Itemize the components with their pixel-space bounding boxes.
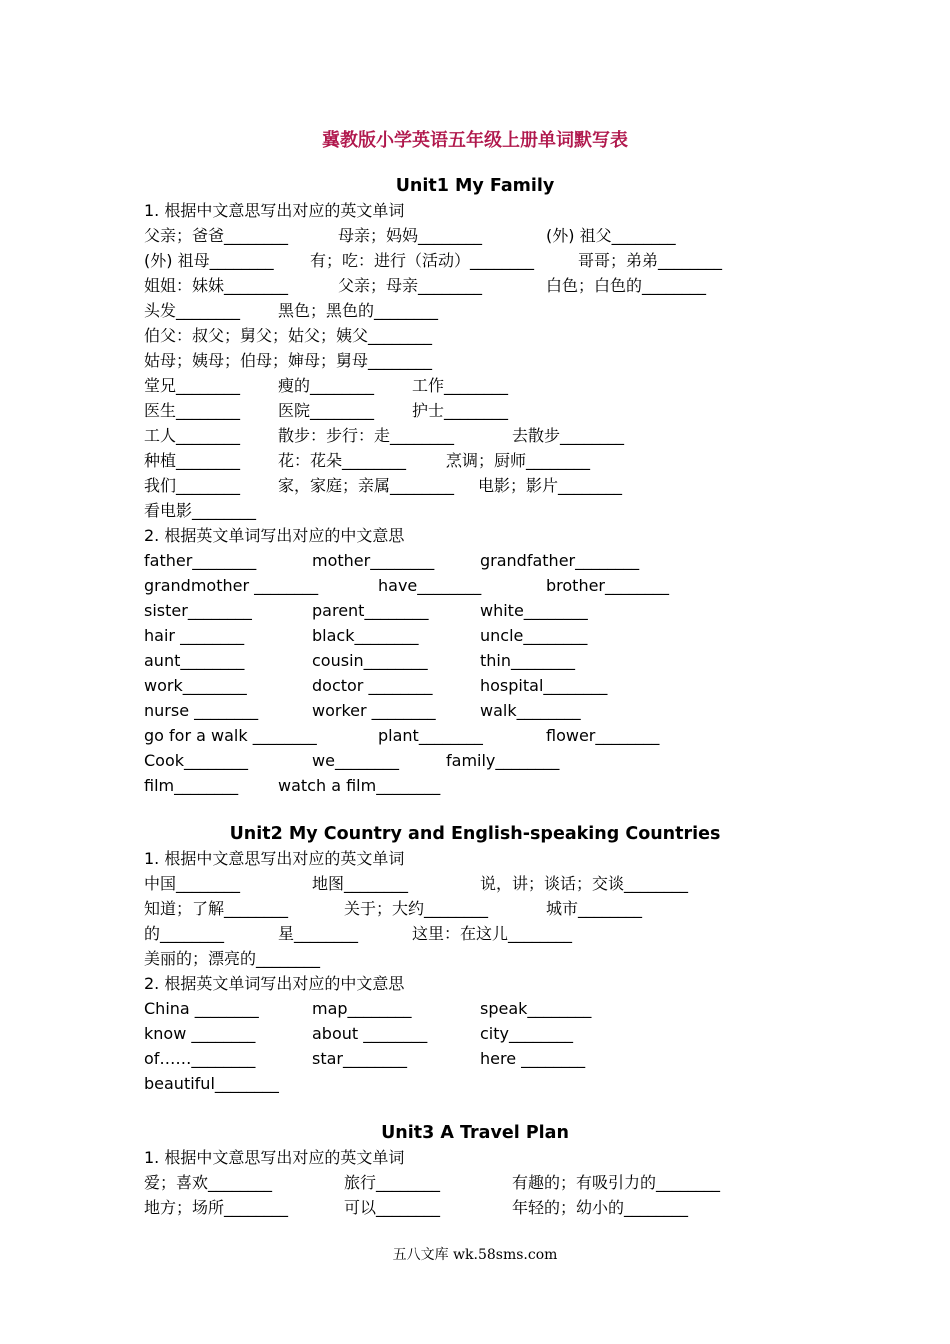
word-prompt: 母亲；妈妈: [338, 226, 419, 245]
word-prompt: beautiful: [144, 1074, 215, 1093]
word-prompt: 工人: [144, 426, 177, 445]
word-prompt: here: [480, 1049, 522, 1068]
en-to-cn-item: [312, 749, 399, 773]
answer-blank[interactable]: ________: [526, 451, 591, 470]
answer-blank[interactable]: ________: [543, 676, 608, 695]
cn-to-en-item: [278, 922, 358, 946]
en-to-cn-item: [144, 599, 252, 623]
cn-to-en-item: [144, 249, 274, 273]
cn-to-en-item: [512, 1196, 688, 1220]
word-prompt: mother: [312, 551, 371, 570]
answer-blank[interactable]: ________: [176, 451, 241, 470]
answer-blank[interactable]: ________: [184, 751, 249, 770]
cn-to-en-item: [278, 399, 374, 423]
answer-blank[interactable]: ________: [376, 1173, 441, 1192]
en-to-cn-item: [312, 674, 432, 698]
answer-blank[interactable]: ________: [176, 476, 241, 495]
answer-blank[interactable]: ________: [344, 874, 409, 893]
answer-blank[interactable]: ________: [368, 351, 433, 370]
answer-blank[interactable]: ________: [364, 601, 429, 620]
en-to-cn-item: [144, 724, 317, 748]
en-to-cn-item: [446, 749, 559, 773]
answer-blank[interactable]: ________: [252, 726, 317, 745]
word-prompt: 头发: [144, 301, 177, 320]
word-prompt: thin: [480, 651, 511, 670]
cn-to-en-item: [144, 1171, 272, 1195]
answer-blank[interactable]: ________: [354, 626, 419, 645]
en-to-cn-item: [144, 1047, 255, 1071]
answer-blank[interactable]: ________: [605, 576, 670, 595]
word-prompt: 有趣的；有吸引力的: [512, 1173, 657, 1192]
answer-blank[interactable]: ________: [176, 401, 241, 420]
section-heading-english-to-chinese: 2. 根据英文单词写出对应的中文意思: [144, 526, 405, 545]
cn-to-en-item: [144, 947, 320, 971]
cn-to-en-item: [144, 324, 432, 348]
cn-to-en-item: [412, 374, 508, 398]
word-prompt: 中国: [144, 874, 177, 893]
word-prompt: doctor: [312, 676, 369, 695]
answer-blank[interactable]: ________: [444, 376, 509, 395]
en-to-cn-item: [144, 1072, 279, 1096]
cn-to-en-item: [344, 1171, 440, 1195]
answer-blank[interactable]: ________: [508, 924, 573, 943]
answer-blank[interactable]: ________: [376, 1198, 441, 1217]
answer-blank[interactable]: ________: [224, 226, 289, 245]
word-prompt: 关于；大约: [344, 899, 425, 918]
answer-blank[interactable]: ________: [558, 476, 623, 495]
answer-blank[interactable]: ________: [658, 251, 723, 270]
footer-watermark: 五八文库 wk.58sms.com: [392, 1247, 558, 1263]
word-prompt: family: [446, 751, 496, 770]
word-prompt: city: [480, 1024, 509, 1043]
page-title: 冀教版小学英语五年级上册单词默写表: [322, 130, 628, 151]
answer-blank[interactable]: ________: [417, 576, 482, 595]
answer-blank[interactable]: ________: [310, 376, 375, 395]
word-prompt: 哥哥；弟弟: [578, 251, 659, 270]
word-prompt: 爱；喜欢: [144, 1173, 209, 1192]
en-to-cn-item: [312, 997, 412, 1021]
cn-to-en-item: [344, 897, 488, 921]
en-to-cn-item: [144, 997, 259, 1021]
word-prompt: 说，讲；谈话；交谈: [480, 874, 625, 893]
answer-blank[interactable]: ________: [160, 924, 225, 943]
word-prompt: we: [312, 751, 335, 770]
answer-blank[interactable]: ________: [176, 301, 241, 320]
answer-blank[interactable]: ________: [578, 899, 643, 918]
word-prompt: about: [312, 1024, 364, 1043]
word-prompt: 有；吃：进行（活动）: [310, 251, 471, 270]
word-prompt: 地图: [312, 874, 345, 893]
word-prompt: go for a walk: [144, 726, 253, 745]
word-prompt: 黑色；黑色的: [278, 301, 375, 320]
word-prompt: 瘦的: [278, 376, 311, 395]
word-prompt: 散步：步行：走: [278, 426, 391, 445]
word-prompt: watch a film: [278, 776, 377, 795]
word-prompt: nurse: [144, 701, 195, 720]
cn-to-en-item: [412, 399, 508, 423]
en-to-cn-item: [144, 574, 318, 598]
en-to-cn-item: [312, 599, 428, 623]
en-to-cn-item: [144, 649, 244, 673]
cn-to-en-item: [512, 424, 624, 448]
en-to-cn-item: [144, 749, 248, 773]
cn-to-en-item: [338, 274, 482, 298]
word-prompt: of……: [144, 1049, 192, 1068]
word-prompt: China: [144, 999, 195, 1018]
en-to-cn-item: [480, 549, 639, 573]
answer-blank[interactable]: ________: [390, 476, 455, 495]
cn-to-en-item: [344, 1196, 440, 1220]
cn-to-en-item: [480, 872, 688, 896]
answer-blank[interactable]: ________: [256, 949, 321, 968]
word-prompt: star: [312, 1049, 343, 1068]
answer-blank[interactable]: ________: [224, 1198, 289, 1217]
answer-blank[interactable]: ________: [560, 426, 625, 445]
cn-to-en-item: [512, 1171, 720, 1195]
answer-blank[interactable]: ________: [624, 1198, 689, 1217]
answer-blank[interactable]: ________: [368, 676, 433, 695]
cn-to-en-item: [144, 299, 240, 323]
word-prompt: (外) 祖父: [546, 226, 612, 245]
answer-blank[interactable]: ________: [374, 301, 439, 320]
word-prompt: 护士: [412, 401, 445, 420]
word-prompt: know: [144, 1024, 192, 1043]
section-heading-chinese-to-english: 1. 根据中文意思写出对应的英文单词: [144, 1148, 405, 1167]
answer-blank[interactable]: ________: [390, 426, 455, 445]
answer-blank[interactable]: ________: [370, 551, 435, 570]
en-to-cn-item: [312, 699, 436, 723]
word-prompt: 堂兄: [144, 376, 177, 395]
answer-blank[interactable]: ________: [191, 1049, 256, 1068]
answer-blank[interactable]: ________: [176, 376, 241, 395]
en-to-cn-item: [144, 774, 238, 798]
answer-blank[interactable]: ________: [495, 751, 560, 770]
answer-blank[interactable]: ________: [224, 276, 289, 295]
en-to-cn-item: [546, 574, 669, 598]
answer-blank[interactable]: ________: [418, 226, 483, 245]
word-prompt: 姐姐：妹妹: [144, 276, 225, 295]
en-to-cn-item: [480, 599, 588, 623]
en-to-cn-item: [312, 624, 418, 648]
en-to-cn-item: [480, 699, 581, 723]
word-prompt: 花：花朵: [278, 451, 343, 470]
word-prompt: aunt: [144, 651, 181, 670]
en-to-cn-item: [480, 997, 591, 1021]
word-prompt: 的: [144, 924, 161, 943]
cn-to-en-item: [310, 249, 534, 273]
en-to-cn-item: [278, 774, 440, 798]
word-prompt: 城市: [546, 899, 579, 918]
cn-to-en-item: [278, 374, 374, 398]
word-prompt: Cook: [144, 751, 185, 770]
word-prompt: 星: [278, 924, 295, 943]
answer-blank[interactable]: ________: [521, 1049, 586, 1068]
word-prompt: (外) 祖母: [144, 251, 210, 270]
word-prompt: 父亲；爸爸: [144, 226, 225, 245]
word-prompt: 烹调；厨师: [446, 451, 527, 470]
word-prompt: 美丽的；漂亮的: [144, 949, 257, 968]
answer-blank[interactable]: ________: [371, 701, 436, 720]
en-to-cn-item: [312, 1022, 427, 1046]
unit-title: Unit3 A Travel Plan: [381, 1123, 569, 1143]
en-to-cn-item: [480, 674, 607, 698]
answer-blank[interactable]: ________: [180, 626, 245, 645]
word-prompt: hair: [144, 626, 181, 645]
cn-to-en-item: [144, 399, 240, 423]
en-to-cn-item: [378, 574, 481, 598]
cn-to-en-item: [144, 274, 288, 298]
word-prompt: 医生: [144, 401, 177, 420]
cn-to-en-item: [144, 374, 240, 398]
word-prompt: grandmother: [144, 576, 255, 595]
cn-to-en-item: [478, 474, 622, 498]
answer-blank[interactable]: ________: [523, 626, 588, 645]
answer-blank[interactable]: ________: [642, 276, 707, 295]
word-prompt: 白色；白色的: [546, 276, 643, 295]
cn-to-en-item: [144, 499, 256, 523]
word-prompt: 种植: [144, 451, 177, 470]
cn-to-en-item: [338, 224, 482, 248]
cn-to-en-item: [144, 349, 432, 373]
word-prompt: cousin: [312, 651, 364, 670]
word-prompt: 工作: [412, 376, 445, 395]
word-prompt: 知道；了解: [144, 899, 225, 918]
answer-blank[interactable]: ________: [368, 326, 433, 345]
word-prompt: 可以: [344, 1198, 377, 1217]
section-heading-chinese-to-english: 1. 根据中文意思写出对应的英文单词: [144, 849, 405, 868]
word-prompt: flower: [546, 726, 596, 745]
cn-to-en-item: [144, 474, 240, 498]
word-prompt: grandfather: [480, 551, 576, 570]
cn-to-en-item: [412, 922, 572, 946]
word-prompt: 父亲；母亲: [338, 276, 419, 295]
word-prompt: hospital: [480, 676, 544, 695]
word-prompt: 我们: [144, 476, 177, 495]
word-prompt: 旅行: [344, 1173, 377, 1192]
word-prompt: map: [312, 999, 348, 1018]
answer-blank[interactable]: ________: [470, 251, 535, 270]
answer-blank[interactable]: ________: [209, 251, 274, 270]
en-to-cn-item: [312, 1047, 407, 1071]
en-to-cn-item: [480, 649, 575, 673]
cn-to-en-item: [144, 449, 240, 473]
answer-blank[interactable]: ________: [187, 601, 252, 620]
answer-blank[interactable]: ________: [363, 651, 428, 670]
answer-blank[interactable]: ________: [527, 999, 592, 1018]
answer-blank[interactable]: ________: [176, 426, 241, 445]
answer-blank[interactable]: ________: [174, 776, 239, 795]
answer-blank[interactable]: ________: [418, 726, 483, 745]
cn-to-en-item: [546, 274, 706, 298]
answer-blank[interactable]: ________: [376, 776, 441, 795]
answer-blank[interactable]: ________: [511, 651, 575, 670]
section-heading-english-to-chinese: 2. 根据英文单词写出对应的中文意思: [144, 974, 405, 993]
section-heading-chinese-to-english: 1. 根据中文意思写出对应的英文单词: [144, 201, 405, 220]
answer-blank[interactable]: ________: [294, 924, 359, 943]
answer-blank[interactable]: ________: [343, 1049, 407, 1068]
answer-blank[interactable]: ________: [182, 676, 247, 695]
en-to-cn-item: [312, 549, 434, 573]
word-prompt: speak: [480, 999, 528, 1018]
cn-to-en-item: [144, 424, 240, 448]
answer-blank[interactable]: ________: [523, 601, 588, 620]
cn-to-en-item: [144, 1196, 288, 1220]
answer-blank[interactable]: ________: [516, 701, 581, 720]
answer-blank[interactable]: ________: [508, 1024, 573, 1043]
en-to-cn-item: [144, 674, 247, 698]
en-to-cn-item: [144, 1022, 255, 1046]
word-prompt: have: [378, 576, 418, 595]
en-to-cn-item: [480, 1022, 573, 1046]
answer-blank[interactable]: ________: [611, 226, 676, 245]
answer-blank[interactable]: ________: [191, 1024, 256, 1043]
word-prompt: white: [480, 601, 524, 620]
answer-blank[interactable]: ________: [342, 451, 407, 470]
answer-blank[interactable]: ________: [224, 899, 289, 918]
word-prompt: 去散步: [512, 426, 561, 445]
word-prompt: 电影；影片: [478, 476, 559, 495]
word-prompt: 伯父：叔父；舅父；姑父；姨父: [144, 326, 369, 345]
answer-blank[interactable]: ________: [656, 1173, 721, 1192]
cn-to-en-item: [278, 474, 454, 498]
answer-blank[interactable]: ________: [424, 899, 489, 918]
answer-blank[interactable]: ________: [194, 701, 259, 720]
answer-blank[interactable]: ________: [624, 874, 689, 893]
cn-to-en-item: [278, 449, 406, 473]
word-prompt: 医院: [278, 401, 311, 420]
answer-blank[interactable]: ________: [180, 651, 245, 670]
unit-title: Unit1 My Family: [395, 176, 555, 196]
word-prompt: parent: [312, 601, 365, 620]
word-prompt: 地方；场所: [144, 1198, 225, 1217]
word-prompt: 姑母；姨母；伯母；婶母；舅母: [144, 351, 369, 370]
answer-blank[interactable]: ________: [595, 726, 660, 745]
cn-to-en-item: [278, 424, 454, 448]
cn-to-en-item: [278, 299, 438, 323]
word-prompt: 年轻的；幼小的: [512, 1198, 625, 1217]
answer-blank[interactable]: ________: [214, 1074, 279, 1093]
cn-to-en-item: [144, 224, 288, 248]
en-to-cn-item: [378, 724, 483, 748]
answer-blank[interactable]: ________: [194, 999, 259, 1018]
cn-to-en-item: [546, 897, 642, 921]
answer-blank[interactable]: ________: [363, 1024, 428, 1043]
word-prompt: walk: [480, 701, 517, 720]
unit-title: Unit2 My Country and English-speaking Countries: [229, 824, 721, 844]
answer-blank[interactable]: ________: [310, 401, 375, 420]
cn-to-en-item: [578, 249, 722, 273]
en-to-cn-item: [312, 649, 428, 673]
en-to-cn-item: [546, 724, 659, 748]
word-prompt: brother: [546, 576, 606, 595]
answer-blank[interactable]: ________: [192, 501, 257, 520]
cn-to-en-item: [144, 872, 240, 896]
cn-to-en-item: [546, 224, 676, 248]
word-prompt: work: [144, 676, 183, 695]
word-prompt: 家，家庭；亲属: [278, 476, 391, 495]
answer-blank[interactable]: ________: [347, 999, 412, 1018]
en-to-cn-item: [480, 624, 587, 648]
cn-to-en-item: [144, 897, 288, 921]
cn-to-en-item: [446, 449, 590, 473]
word-prompt: plant: [378, 726, 419, 745]
answer-blank[interactable]: ________: [444, 401, 509, 420]
answer-blank[interactable]: ________: [575, 551, 640, 570]
en-to-cn-item: [480, 1047, 585, 1071]
word-prompt: 这里：在这儿: [412, 924, 509, 943]
answer-blank[interactable]: ________: [208, 1173, 273, 1192]
answer-blank[interactable]: ________: [176, 874, 241, 893]
word-prompt: black: [312, 626, 355, 645]
cn-to-en-item: [312, 872, 408, 896]
en-to-cn-item: [144, 549, 256, 573]
word-prompt: film: [144, 776, 175, 795]
answer-blank[interactable]: ________: [418, 276, 483, 295]
answer-blank[interactable]: ________: [192, 551, 257, 570]
answer-blank[interactable]: ________: [254, 576, 319, 595]
word-prompt: father: [144, 551, 193, 570]
word-prompt: sister: [144, 601, 188, 620]
answer-blank[interactable]: ________: [334, 751, 399, 770]
word-prompt: worker: [312, 701, 372, 720]
word-prompt: uncle: [480, 626, 524, 645]
cn-to-en-item: [144, 922, 224, 946]
en-to-cn-item: [144, 699, 258, 723]
word-prompt: 看电影: [144, 501, 193, 520]
en-to-cn-item: [144, 624, 244, 648]
